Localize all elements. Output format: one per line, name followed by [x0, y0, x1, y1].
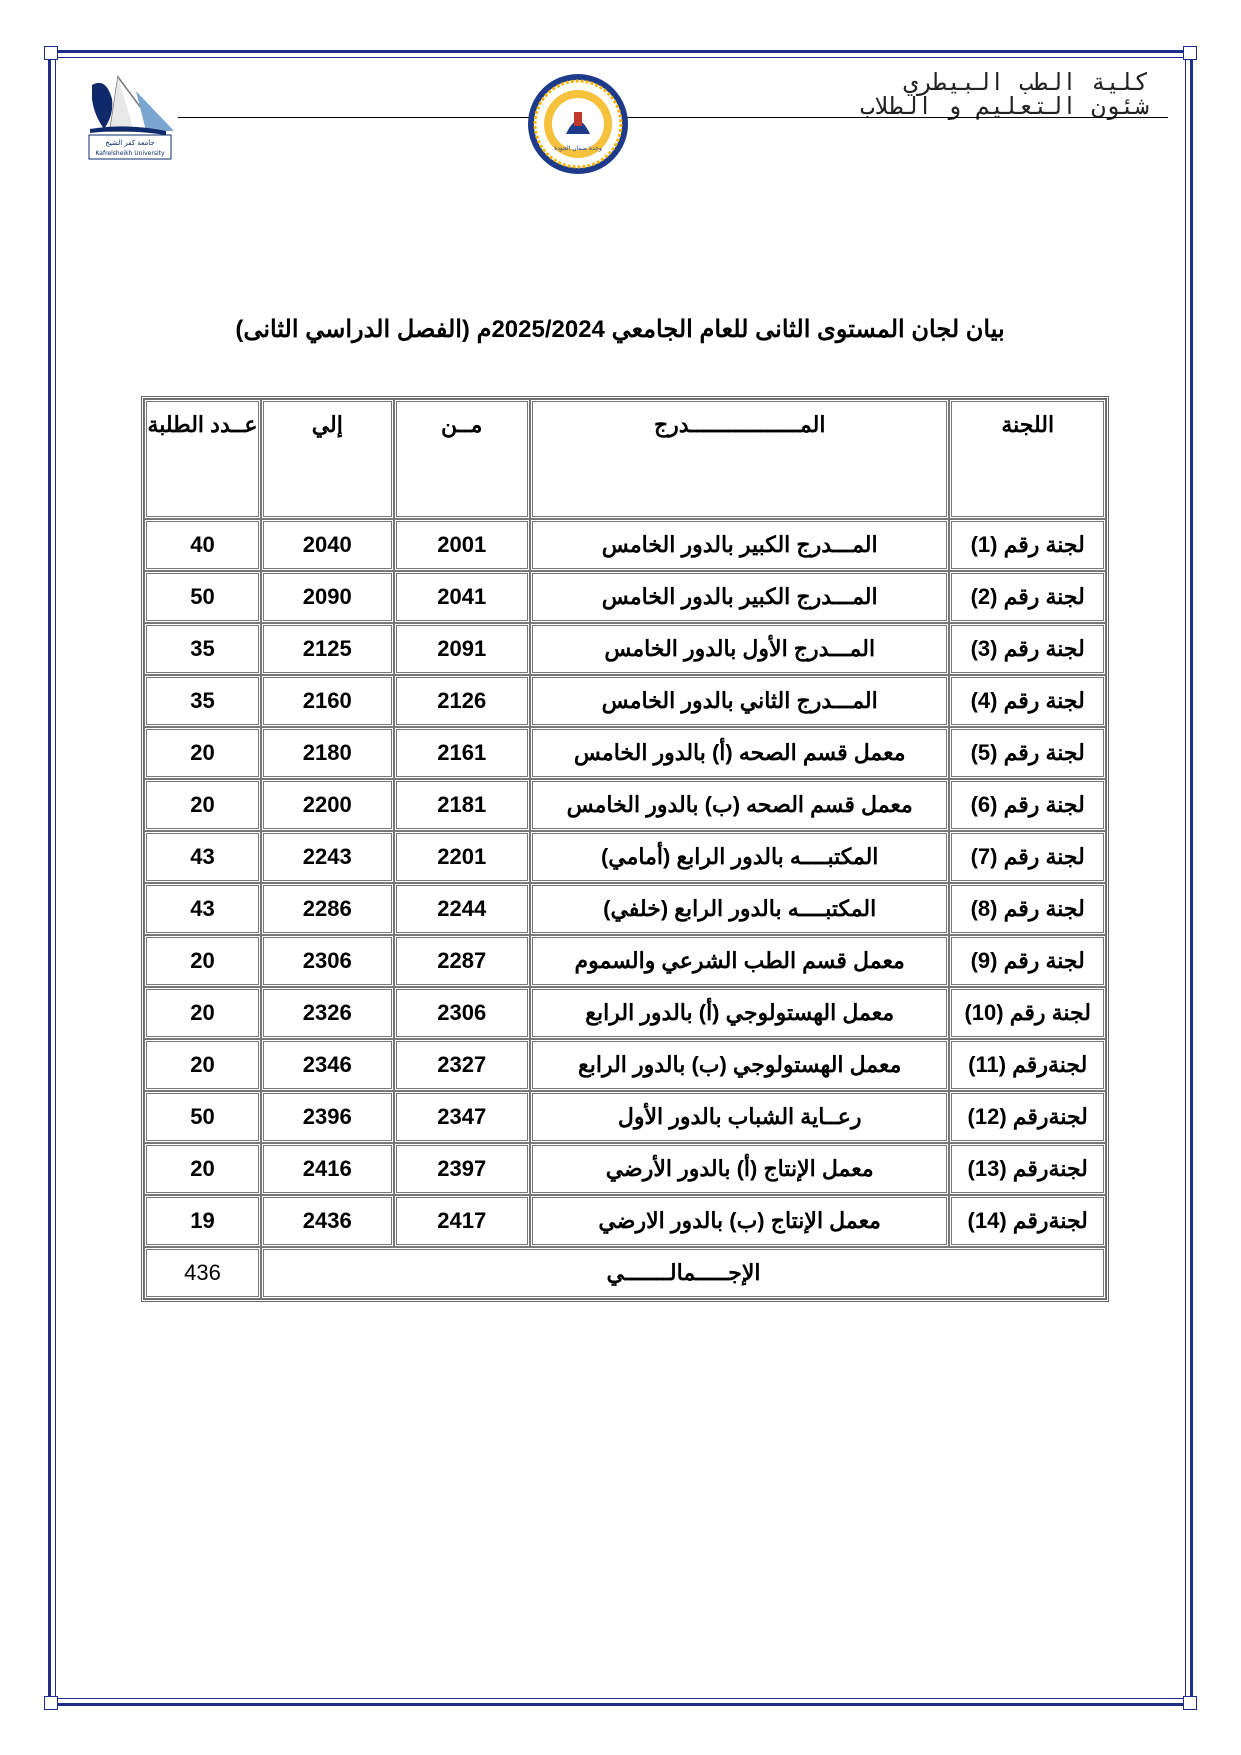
header-divider: [178, 117, 1168, 118]
to-cell: 2396: [261, 1091, 394, 1143]
committee-cell: لجنة رقم (6): [949, 779, 1106, 831]
count-cell: 20: [144, 1039, 261, 1091]
from-cell: 2126: [394, 675, 530, 727]
committee-cell: لجنةرقم (11): [949, 1039, 1106, 1091]
to-cell: 2416: [261, 1143, 394, 1195]
total-label: الإجـــــمالـــــــي: [261, 1247, 1106, 1299]
border-corner: [1183, 46, 1197, 60]
hall-cell: معمل الإنتاج (ب) بالدور الارضي: [530, 1195, 949, 1247]
hall-cell: معمل قسم الصحه (أ) بالدور الخامس: [530, 727, 949, 779]
from-cell: 2041: [394, 571, 530, 623]
count-cell: 43: [144, 883, 261, 935]
page-title: بيان لجان المستوى الثانى للعام الجامعي 2025/2024م (الفصل الدراسي الثانى): [235, 316, 1005, 343]
table-row: [144, 1039, 1106, 1091]
count-cell: 20: [144, 935, 261, 987]
committee-cell: لجنة رقم (1): [949, 519, 1106, 571]
faculty-department: شئون التعليم و الطلاب: [860, 92, 1149, 120]
committee-cell: لجنة رقم (5): [949, 727, 1106, 779]
from-cell: 2091: [394, 623, 530, 675]
table-row: [144, 935, 1106, 987]
header-student-count: عــدد الطلبة: [144, 399, 261, 519]
to-cell: 2346: [261, 1039, 394, 1091]
table-header-row: [144, 399, 1106, 519]
table-row: [144, 1143, 1106, 1195]
count-cell: 20: [144, 779, 261, 831]
hall-cell: المـــدرج الكبير بالدور الخامس: [530, 519, 949, 571]
hall-cell: المـــدرج الكبير بالدور الخامس: [530, 571, 949, 623]
count-cell: 40: [144, 519, 261, 571]
committee-cell: لجنةرقم (13): [949, 1143, 1106, 1195]
header-hall: المـــــــــــــــــدرج: [530, 399, 949, 519]
from-cell: 2417: [394, 1195, 530, 1247]
header-committee: اللجنة: [949, 399, 1106, 519]
hall-cell: معمل الهستولوجي (ب) بالدور الرابع: [530, 1039, 949, 1091]
committee-cell: لجنة رقم (2): [949, 571, 1106, 623]
committee-cell: لجنة رقم (7): [949, 831, 1106, 883]
table-row: [144, 831, 1106, 883]
table-row: [144, 883, 1106, 935]
count-cell: 35: [144, 623, 261, 675]
university-logo-text: جامعة كفر الشيخ: [105, 139, 155, 147]
committee-cell: لجنة رقم (8): [949, 883, 1106, 935]
from-cell: 2287: [394, 935, 530, 987]
count-cell: 43: [144, 831, 261, 883]
hall-cell: المـــدرج الأول بالدور الخامس: [530, 623, 949, 675]
count-cell: 20: [144, 987, 261, 1039]
table-total-row: [144, 1247, 1106, 1299]
hall-cell: معمل الإنتاج (أ) بالدور الأرضي: [530, 1143, 949, 1195]
hall-cell: معمل قسم الطب الشرعي والسموم: [530, 935, 949, 987]
to-cell: 2200: [261, 779, 394, 831]
to-cell: 2243: [261, 831, 394, 883]
to-cell: 2436: [261, 1195, 394, 1247]
to-cell: 2180: [261, 727, 394, 779]
to-cell: 2286: [261, 883, 394, 935]
border-corner: [44, 46, 58, 60]
from-cell: 2244: [394, 883, 530, 935]
hall-cell: معمل الهستولوجي (أ) بالدور الرابع: [530, 987, 949, 1039]
hall-cell: رعــاية الشباب بالدور الأول: [530, 1091, 949, 1143]
university-logo-subtext: Kafrelsheikh University: [95, 150, 165, 157]
table-row: [144, 623, 1106, 675]
committee-cell: لجنةرقم (14): [949, 1195, 1106, 1247]
border-corner: [44, 1696, 58, 1710]
count-cell: 20: [144, 727, 261, 779]
committee-cell: لجنة رقم (10): [949, 987, 1106, 1039]
header-to: إلي: [261, 399, 394, 519]
from-cell: 2347: [394, 1091, 530, 1143]
border-corner: [1183, 1696, 1197, 1710]
faculty-name: كلية الطب البيطري: [903, 68, 1149, 96]
count-cell: 19: [144, 1195, 261, 1247]
committee-cell: لجنةرقم (12): [949, 1091, 1106, 1143]
count-cell: 20: [144, 1143, 261, 1195]
committees-table: [141, 396, 1109, 1302]
to-cell: 2125: [261, 623, 394, 675]
header-from: مــن: [394, 399, 530, 519]
table-row: [144, 727, 1106, 779]
committees-table-wrap: [141, 396, 1109, 1302]
quality-seal: [526, 72, 630, 176]
committee-cell: لجنة رقم (3): [949, 623, 1106, 675]
quality-seal-text: وحدة ضمان الجودة: [554, 145, 602, 152]
university-logo: [86, 73, 176, 161]
hall-cell: معمل قسم الصحه (ب) بالدور الخامس: [530, 779, 949, 831]
total-value: 436: [144, 1247, 261, 1299]
from-cell: 2001: [394, 519, 530, 571]
count-cell: 50: [144, 1091, 261, 1143]
from-cell: 2306: [394, 987, 530, 1039]
table-row: [144, 779, 1106, 831]
from-cell: 2161: [394, 727, 530, 779]
committee-cell: لجنة رقم (9): [949, 935, 1106, 987]
to-cell: 2040: [261, 519, 394, 571]
committee-cell: لجنة رقم (4): [949, 675, 1106, 727]
to-cell: 2306: [261, 935, 394, 987]
hall-cell: المكتبــــه بالدور الرابع (خلفي): [530, 883, 949, 935]
from-cell: 2397: [394, 1143, 530, 1195]
to-cell: 2090: [261, 571, 394, 623]
table-row: [144, 571, 1106, 623]
count-cell: 50: [144, 571, 261, 623]
count-cell: 35: [144, 675, 261, 727]
hall-cell: المكتبــــه بالدور الرابع (أمامي): [530, 831, 949, 883]
faculty-header: [860, 70, 1149, 118]
table-row: [144, 675, 1106, 727]
to-cell: 2160: [261, 675, 394, 727]
from-cell: 2201: [394, 831, 530, 883]
from-cell: 2181: [394, 779, 530, 831]
to-cell: 2326: [261, 987, 394, 1039]
table-row: [144, 1195, 1106, 1247]
from-cell: 2327: [394, 1039, 530, 1091]
table-row: [144, 1091, 1106, 1143]
table-row: [144, 519, 1106, 571]
hall-cell: المـــدرج الثاني بالدور الخامس: [530, 675, 949, 727]
table-row: [144, 987, 1106, 1039]
